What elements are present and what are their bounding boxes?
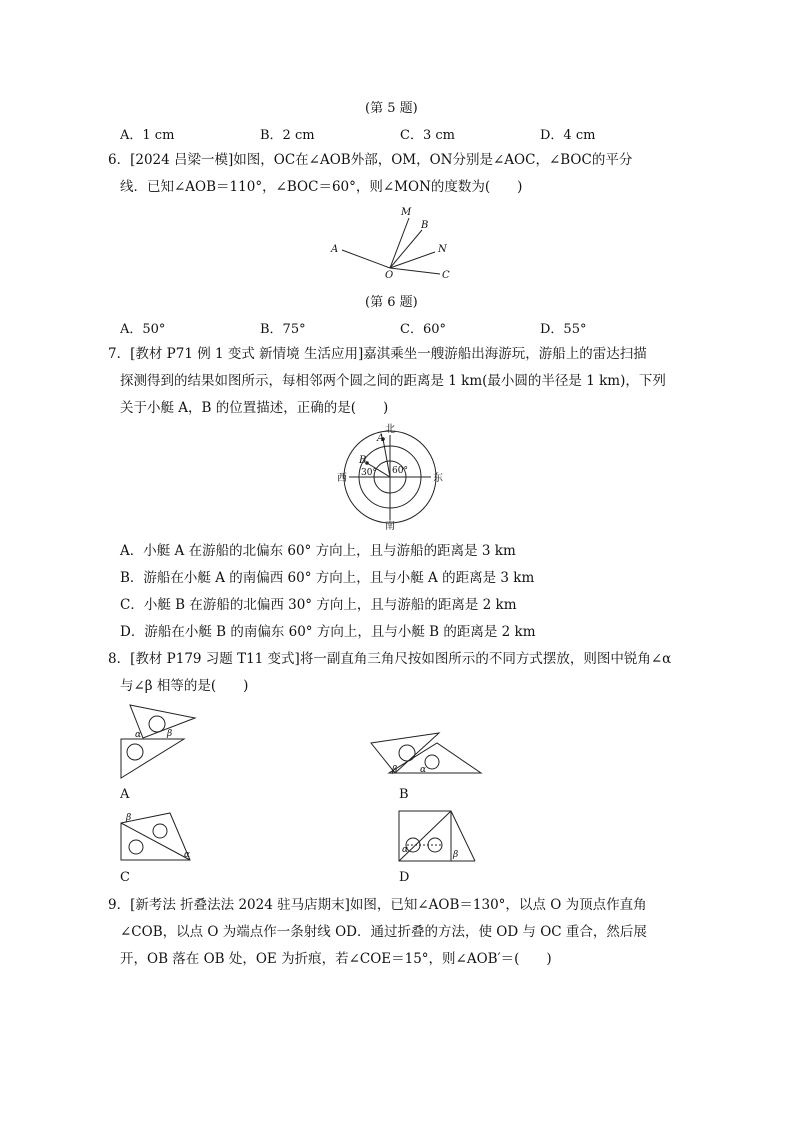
label-east: 东 [433, 473, 443, 484]
label-boat-b: B [359, 455, 367, 466]
q8-figure-a [115, 700, 230, 785]
label-angle-30: 30° [361, 468, 377, 478]
q6-option-a: A．50° [120, 322, 166, 337]
label-b: B [421, 220, 429, 231]
q5-option-b: B．2 cm [260, 128, 315, 143]
q5-option-d: D．4 cm [540, 128, 596, 143]
q7-stem-line-1: 7．[教材 P71 例 1 变式 新情境 生活应用]嘉淇乘坐一艘游船出海游玩，游船上的雷达扫描 [108, 346, 647, 362]
q7-option-c: C．小艇 B 在游船的北偏西 30° 方向上，且与游船的距离是 2 km [120, 597, 517, 613]
q8-figure-c-label: C [120, 870, 130, 885]
q9-stem-line-1: 9．[新考法 折叠法法 2024 驻马店期末]如图，已知∠AOB＝130°，以点 O 为顶点作直角 [108, 897, 647, 913]
q6-option-b: B．75° [260, 322, 306, 337]
q5-option-c: C．3 cm [400, 128, 455, 143]
ray-oc [390, 268, 440, 274]
q8-figure-b-label: B [399, 787, 409, 802]
q8-figure-a-label: A [120, 787, 130, 802]
label-alpha: α [402, 845, 409, 855]
q6-option-d: D．55° [540, 322, 587, 337]
label-beta: β [453, 850, 459, 860]
label-angle-60: 60° [392, 466, 408, 476]
q9-stem-line-3: 开，OB 落在 OB 处，OE 为折痕，若∠COE＝15°，则∠AOB′＝( ) [120, 951, 552, 967]
q6-stem-line-1: 6．[2024 吕梁一模]如图，OC在∠AOB外部，OM，ON分别是∠AOC，∠BOC的平分 [108, 152, 633, 168]
label-m: M [401, 207, 412, 218]
q6-option-c: C．60° [400, 322, 446, 337]
q8-figure-b [365, 725, 490, 785]
q7-option-a: A．小艇 A 在游船的北偏东 60° 方向上，且与游船的距离是 3 km [120, 543, 516, 559]
label-beta: β [126, 813, 132, 823]
q8-figure-d [395, 805, 480, 865]
set-square-hole-1 [129, 840, 143, 854]
q5-option-a: A．1 cm [120, 128, 175, 143]
q8-figure-c [115, 805, 200, 865]
q5-figure-caption: (第 5 题) [365, 101, 418, 116]
q6-stem-line-2: 线．已知∠AOB＝110°，∠BOC＝60°，则∠MON的度数为( ) [120, 179, 523, 195]
label-alpha: α [135, 730, 142, 740]
label-beta: β [392, 765, 398, 775]
label-c: C [442, 270, 450, 281]
set-square-top-hole [149, 716, 165, 732]
ray-om [390, 218, 409, 268]
set-square-hole-2 [153, 824, 167, 838]
set-square-right-hole [425, 755, 439, 769]
q7-stem-line-3: 关于小艇 A，B 的位置描述，正确的是( ) [120, 400, 389, 416]
label-alpha: α [184, 850, 191, 860]
q6-angle-figure [325, 200, 465, 285]
ray-oa [342, 250, 390, 268]
label-a: A [331, 244, 339, 255]
q8-stem-line-1: 8．[教材 P179 习题 T11 变式]将一副直角三角尺按如图所示的不同方式摆放，则图中锐角∠α [108, 651, 672, 667]
label-n: N [438, 244, 447, 255]
set-square-bottom-hole [127, 744, 143, 760]
label-west: 西 [337, 473, 347, 484]
ray-to-a [383, 439, 390, 477]
label-north: 北 [385, 424, 395, 435]
q7-radar-figure [333, 422, 448, 534]
q7-option-b: B．游船在小艇 A 的南偏西 60° 方向上，且与小艇 A 的距离是 3 km [120, 570, 535, 586]
label-boat-a: A [377, 433, 385, 444]
q9-stem-line-2: ∠COB，以点 O 为端点作一条射线 OD．通过折叠的方法，使 OD 与 OC 重合，然后展 [120, 924, 647, 940]
q7-option-d: D．游船在小艇 B 的南偏东 60° 方向上，且与小艇 B 的距离是 2 km [120, 624, 536, 640]
q7-stem-line-2: 探测得到的结果如图所示，每相邻两个圆之间的距离是 1 km(最小圆的半径是 1 km)，下列 [120, 373, 666, 389]
q6-figure-caption: (第 6 题) [365, 295, 418, 310]
label-beta: β [167, 729, 173, 739]
label-alpha: α [420, 765, 427, 775]
set-square-left [371, 733, 439, 773]
q8-stem-line-2: 与∠β 相等的是( ) [120, 678, 249, 694]
q8-figure-d-label: D [399, 870, 410, 885]
label-o: O [385, 270, 394, 281]
label-south: 南 [385, 521, 395, 532]
